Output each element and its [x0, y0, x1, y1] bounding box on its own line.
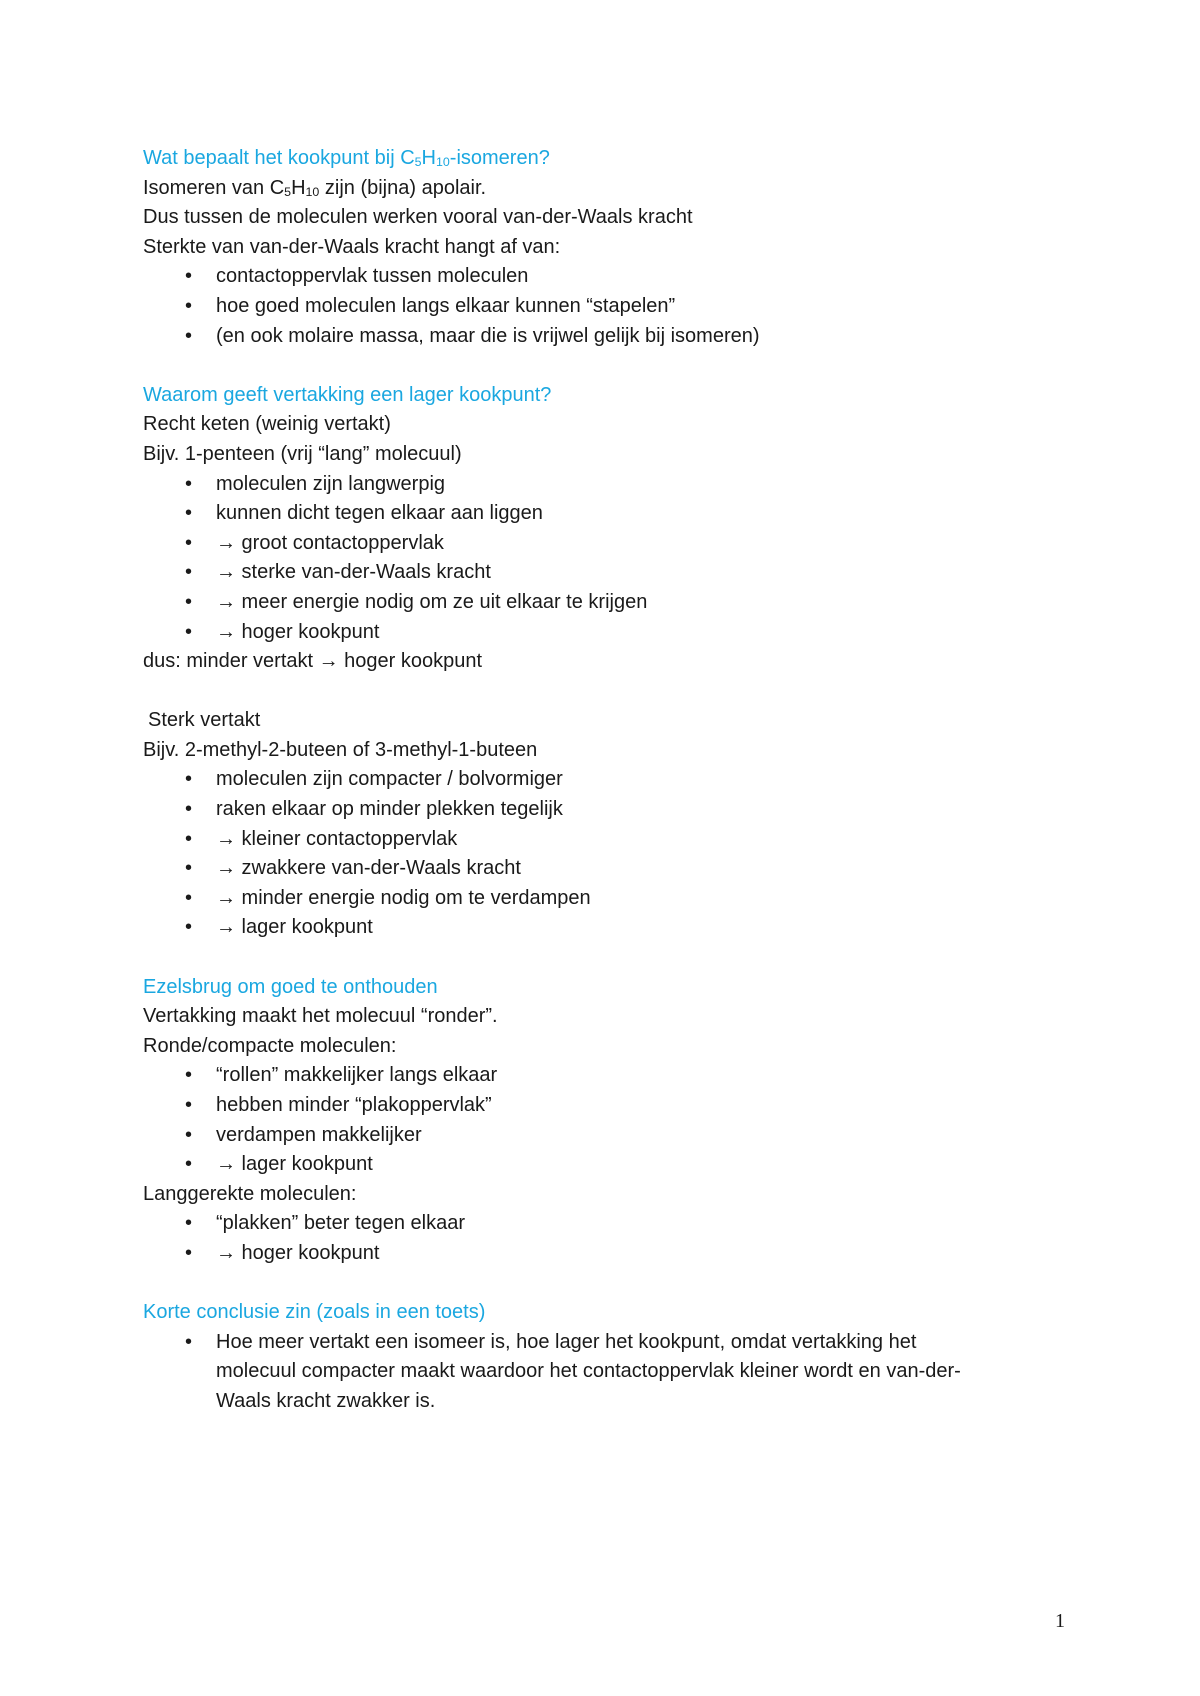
section-heading-ezelsbrug: Ezelsbrug om goed te onthouden	[143, 975, 438, 998]
list-item: • moleculen zijn langwerpig	[143, 470, 1073, 500]
blank-line	[143, 943, 1073, 973]
list-item: • → lager kookpunt	[143, 1150, 1073, 1180]
document-body	[143, 144, 1073, 1417]
list-item: • → sterke van-der-Waals kracht	[143, 558, 1073, 588]
bullet-list	[143, 262, 1073, 351]
section-heading-kookpunt	[143, 144, 1073, 174]
list-item: • → hoger kookpunt	[143, 1239, 1073, 1269]
blank-line	[143, 351, 1073, 381]
heading-text: -isomeren?	[449, 147, 550, 169]
heading-text: H	[421, 147, 436, 169]
bullet-list	[143, 1328, 1073, 1417]
list-item: • → meer energie nodig om ze uit elkaar te krijgen	[143, 588, 1073, 618]
bullet-list	[143, 1209, 1073, 1268]
blank-line	[143, 677, 1073, 707]
list-item: • raken elkaar op minder plekken tegelijk	[143, 795, 1073, 825]
list-item	[143, 1328, 1073, 1417]
bullet-list	[143, 1061, 1073, 1179]
list-item: • kunnen dicht tegen elkaar aan liggen	[143, 499, 1073, 529]
list-item: • hebben minder “plakoppervlak”	[143, 1091, 1073, 1121]
text: Isomeren van C	[143, 176, 285, 199]
text: H	[291, 176, 306, 199]
paragraph-line: Dus tussen de moleculen werken vooral van-der-Waals kracht	[143, 206, 693, 229]
section-heading-conclusie: Korte conclusie zin (zoals in een toets)	[143, 1301, 486, 1324]
list-item: • → hoger kookpunt	[143, 618, 1073, 648]
blank-line	[143, 1269, 1073, 1299]
list-item-line: Waals kracht zwakker is.	[216, 1389, 436, 1412]
paragraph-line: Bijv. 1-penteen (vrij “lang” molecuul)	[143, 442, 462, 465]
list-item: • → zwakkere van-der-Waals kracht	[143, 854, 1073, 884]
bullet-list	[143, 470, 1073, 648]
list-item-line: molecuul compacter maakt waardoor het contactoppervlak kleiner wordt en van-der-	[216, 1360, 961, 1383]
subscript: 10	[305, 184, 320, 199]
bullet-list	[143, 765, 1073, 943]
list-item: • → lager kookpunt	[143, 913, 1073, 943]
list-item: • “plakken” beter tegen elkaar	[143, 1209, 1073, 1239]
list-item: • hoe goed moleculen langs elkaar kunnen “stapelen”	[143, 292, 1073, 322]
paragraph-line	[143, 174, 1073, 204]
subscript: 5	[414, 154, 422, 169]
page-number: 1	[1055, 1610, 1065, 1632]
paragraph-line: Sterkte van van-der-Waals kracht hangt af van:	[143, 235, 561, 258]
paragraph-line: Langgerekte moleculen:	[143, 1182, 357, 1205]
paragraph-line: Vertakking maakt het molecuul “ronder”.	[143, 1005, 498, 1028]
text: zijn (bijna) apolair.	[319, 176, 487, 199]
subscript: 5	[284, 184, 292, 199]
list-item: • (en ook molaire massa, maar die is vrijwel gelijk bij isomeren)	[143, 322, 1073, 352]
paragraph-line: Ronde/compacte moleculen:	[143, 1034, 397, 1057]
heading-text: Wat bepaalt het kookpunt bij C	[143, 147, 415, 169]
list-item: • verdampen makkelijker	[143, 1121, 1073, 1151]
list-item-line: • Hoe meer vertakt een isomeer is, hoe lager het kookpunt, omdat vertakking het	[216, 1330, 917, 1353]
list-item: • “rollen” makkelijker langs elkaar	[143, 1061, 1073, 1091]
list-item: • → minder energie nodig om te verdampen	[143, 884, 1073, 914]
paragraph-line: Recht keten (weinig vertakt)	[143, 413, 391, 436]
section-heading-vertakking: Waarom geeft vertakking een lager kookpunt?	[143, 383, 552, 406]
list-item: • moleculen zijn compacter / bolvormiger	[143, 765, 1073, 795]
list-item: • contactoppervlak tussen moleculen	[143, 262, 1073, 292]
paragraph-line: dus: minder vertakt → hoger kookpunt	[143, 650, 483, 673]
paragraph-line: Sterk vertakt	[148, 709, 261, 732]
list-item: • → groot contactoppervlak	[143, 529, 1073, 559]
paragraph-line: Bijv. 2-methyl-2-buteen of 3-methyl-1-buteen	[143, 738, 538, 761]
list-item: • → kleiner contactoppervlak	[143, 825, 1073, 855]
subscript: 10	[436, 154, 450, 169]
